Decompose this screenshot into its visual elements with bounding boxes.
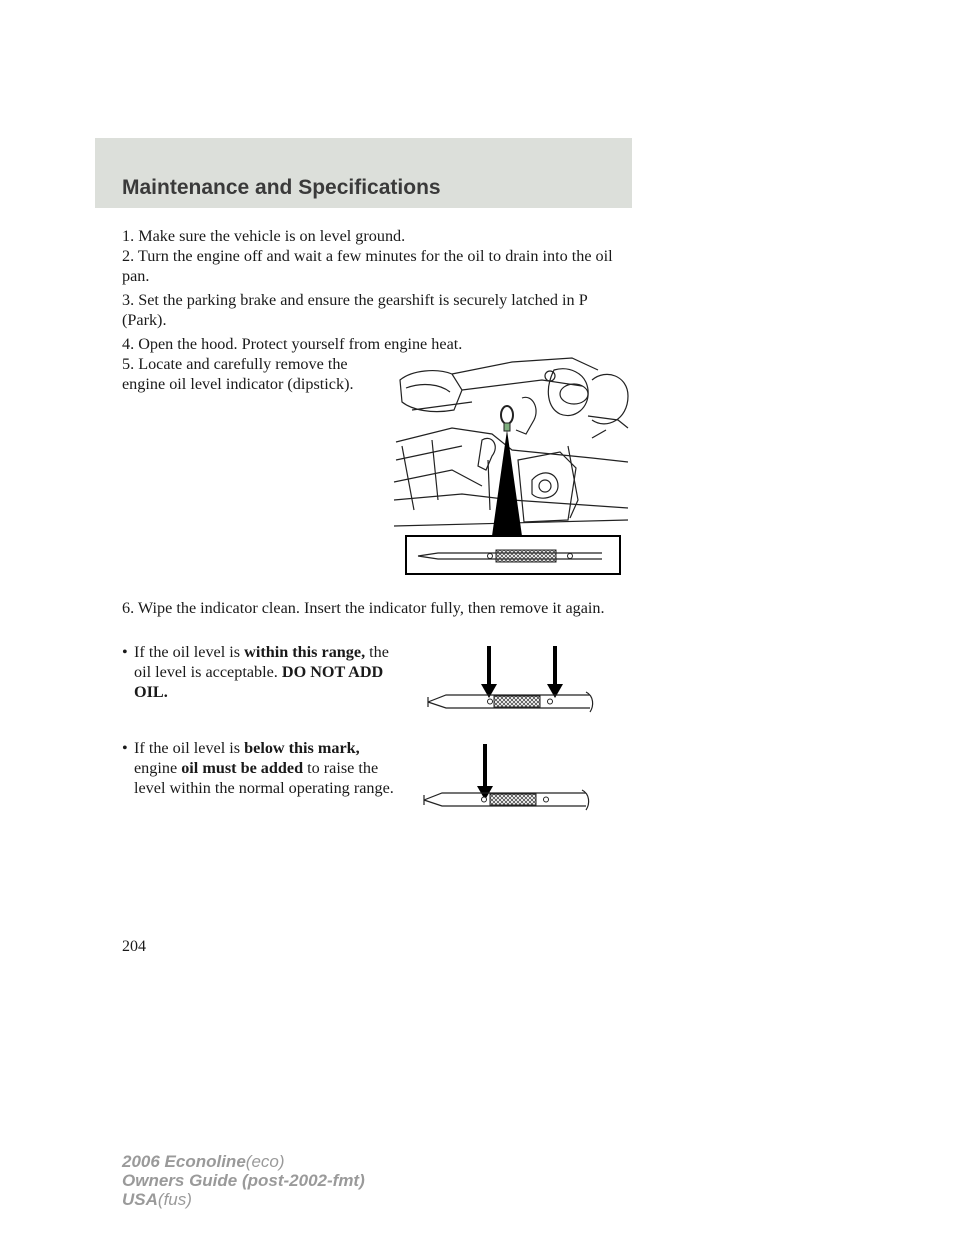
document-footer bbox=[122, 1152, 365, 1209]
footer-region-line bbox=[122, 1190, 365, 1209]
bullet-text: to raise the level within the normal operating range. bbox=[134, 759, 394, 797]
engine-dipstick-illustration bbox=[392, 350, 632, 580]
step-5: 5. Locate and carefully remove the engine oil level indicator (dipstick). bbox=[122, 355, 354, 393]
dipstick-within-range-illustration bbox=[424, 640, 604, 720]
footer-region-code: (fus) bbox=[157, 1190, 192, 1209]
footer-guide: Owners Guide (post-2002-fmt) bbox=[122, 1171, 365, 1190]
bullet-text: If the oil level is bbox=[134, 643, 245, 661]
footer-model-code: (eco) bbox=[245, 1152, 285, 1171]
bullet-text: If the oil level is bbox=[134, 739, 245, 757]
footer-model-line bbox=[122, 1152, 365, 1171]
section-title: Maintenance and Specifications bbox=[122, 176, 441, 199]
step-3: 3. Set the parking brake and ensure the gearshift is securely latched in P (Park). bbox=[122, 291, 588, 329]
bullet-text: engine bbox=[134, 759, 182, 777]
footer-model: 2006 Econoline bbox=[122, 1152, 246, 1171]
bullet-emphasis: within this range, bbox=[244, 643, 366, 661]
bullet-emphasis: below this mark, bbox=[244, 739, 360, 757]
footer-region: USA bbox=[122, 1190, 158, 1209]
bullet-emphasis: DO NOT ADD OIL. bbox=[134, 663, 384, 701]
bullet-emphasis: oil must be added bbox=[181, 759, 304, 777]
bullet-text: the oil level is acceptable. bbox=[134, 643, 389, 681]
bullet-within-range bbox=[122, 642, 392, 702]
step-6: 6. Wipe the indicator clean. Insert the indicator fully, then remove it again. bbox=[122, 599, 605, 617]
bullet-below-mark bbox=[122, 738, 392, 818]
step-4: 4. Open the hood. Protect yourself from engine heat. bbox=[122, 335, 463, 353]
page-number: 204 bbox=[122, 938, 146, 955]
step-1: 1. Make sure the vehicle is on level ground. bbox=[122, 227, 406, 245]
footer-guide-line bbox=[122, 1171, 365, 1190]
step-2: 2. Turn the engine off and wait a few minutes for the oil to drain into the oil pan. bbox=[122, 247, 613, 285]
bullet-dot: • bbox=[122, 739, 128, 757]
bullet-dot: • bbox=[122, 643, 128, 661]
dipstick-below-mark-illustration bbox=[420, 740, 600, 820]
